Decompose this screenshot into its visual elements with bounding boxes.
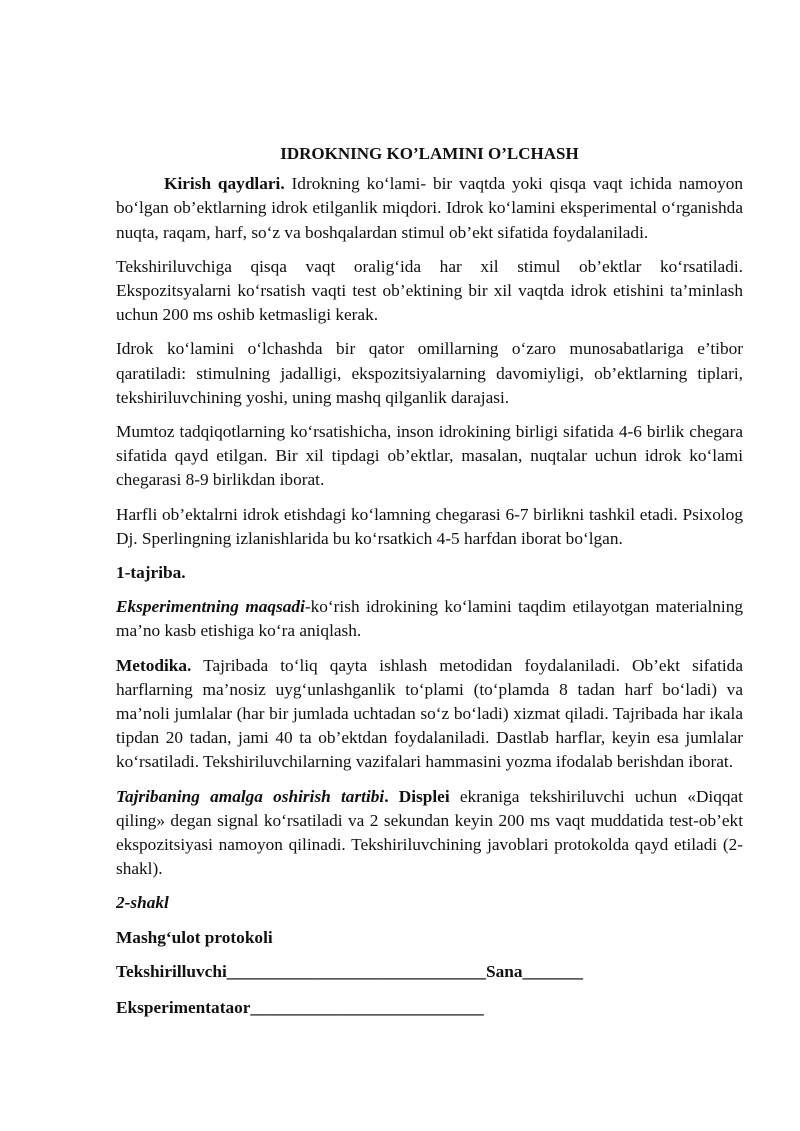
experimenter-blank: ___________________________: [250, 998, 484, 1018]
subject-label: Tekshirilluvchi: [116, 961, 227, 981]
procedure-label: Tajribaning amalga oshirish tartibi: [116, 786, 385, 806]
experiment-heading: 1-tajriba.: [116, 563, 186, 583]
paragraph-exposure: Tekshiriluvchiga qisqa vaqt oralig‘ida har xil stimul ob’ektlar ko‘rsatiladi. Ekspozitsyalarni ko‘rsatish vaqti test ob’ektining bir xil vaqtda idrok etishini ta’minlash uchun 200 ms oshib ketmasligi kerak.: [116, 256, 743, 325]
date-label: Sana: [486, 961, 523, 981]
paragraph-factors: Idrok ko‘lamini o‘lchashda bir qator omillarning o‘zaro munosabatlariga e’tibor qaratiladi: stimulning jadalligi, ekspozitsiyalarning davomiyligi, ob’ektlarning tiplari, tekshiriluvchining yoshi, uning mashq qilganlik darajasi.: [116, 339, 743, 407]
date-blank: _______: [522, 961, 583, 981]
method-text: Tajribada to‘liq qayta ishlash metodidan foydalaniladi. Ob’ekt sifatida harflarning ma’nosiz uyg‘unlashganlik to‘plami (to‘plamda 8 tadan harf bo‘ladi) va ma’noli jumlalar (har bir jumlada uchtadan so‘z bo‘ladi) xizmat qiladi. Tajribada har ikala tipdan 20 tadan, jami 40 ta ob’ektdan foydalaniladi. Dastlab harflar, keyin esa jumlalar ko‘rsatiladi. Tekshiriluvchilarning vazifalari hammasini yozma ifodalab berishdan iborat.: [116, 655, 743, 772]
figure-label: 2-shakl: [116, 893, 169, 913]
subject-form-line: [116, 960, 743, 984]
paragraph-letters: Harfli ob’ektalrni idrok etishdagi ko‘lamning chegarasi 6-7 birlikni tashkil etadi. Psixolog Dj. Sperlingning izlanishlarida bu ko‘rsatkich 4-5 harfdan iborat bo‘lgan.: [116, 504, 743, 548]
method-label: Metodika.: [116, 655, 192, 675]
document-body: [116, 142, 743, 1032]
protocol-title: Mashg‘ulot protokoli: [116, 927, 273, 947]
experimenter-label: Eksperimentataor: [116, 998, 251, 1018]
goal-paragraph: [116, 595, 743, 643]
procedure-text: ekraniga tekshiriluvchi uchun «Diqqat qiling» degan signal ko‘rsatiladi va 2 sekundan keyin 200 ms vaqt muddatida test-ob’ekt ekspozitsiyasi namoyon qilinadi. Tekshiriluvchining javoblari protokolda qayd etiladi (2-shakl).: [116, 786, 743, 879]
intro-label: Kirish qaydlari.: [164, 174, 285, 194]
paragraph-classic-studies: Mumtoz tadqiqotlarning ko‘rsatishicha, inson idrokining birligi sifatida 4-6 birlik chegara sifatida qayd etilgan. Bir xil tipdagi ob’ektlar, masalan, nuqtalar uchun idrok ko‘lami chegarasi 8-9 birlikdan iborat.: [116, 422, 743, 490]
subject-blank: ______________________________: [226, 961, 486, 981]
procedure-paragraph: [116, 785, 743, 882]
goal-text: -ko‘rish idrokining ko‘lamini taqdim etilayotgan materialning ma’no kasb etishiga ko‘ra aniqlash.: [116, 597, 743, 641]
experimenter-form-line: [116, 996, 743, 1020]
intro-text: Idrokning ko‘lami- bir vaqtda yoki qisqa vaqt ichida namoyon bo‘lgan ob’ektlarning idrok etilganlik miqdori. Idrok ko‘lamini eksperimental o‘rganishda nuqta, raqam, harf, so‘z va boshqalardan stimul ob’ekt sifatida foydalaniladi.: [116, 174, 744, 242]
procedure-label-display: . Displei: [384, 786, 450, 806]
document-title: IDROKNING KO’LAMINI O’LCHASH: [280, 144, 579, 163]
intro-paragraph: [116, 172, 743, 245]
goal-label: Eksperimentning maqsadi: [116, 597, 305, 617]
method-paragraph: [116, 654, 743, 775]
